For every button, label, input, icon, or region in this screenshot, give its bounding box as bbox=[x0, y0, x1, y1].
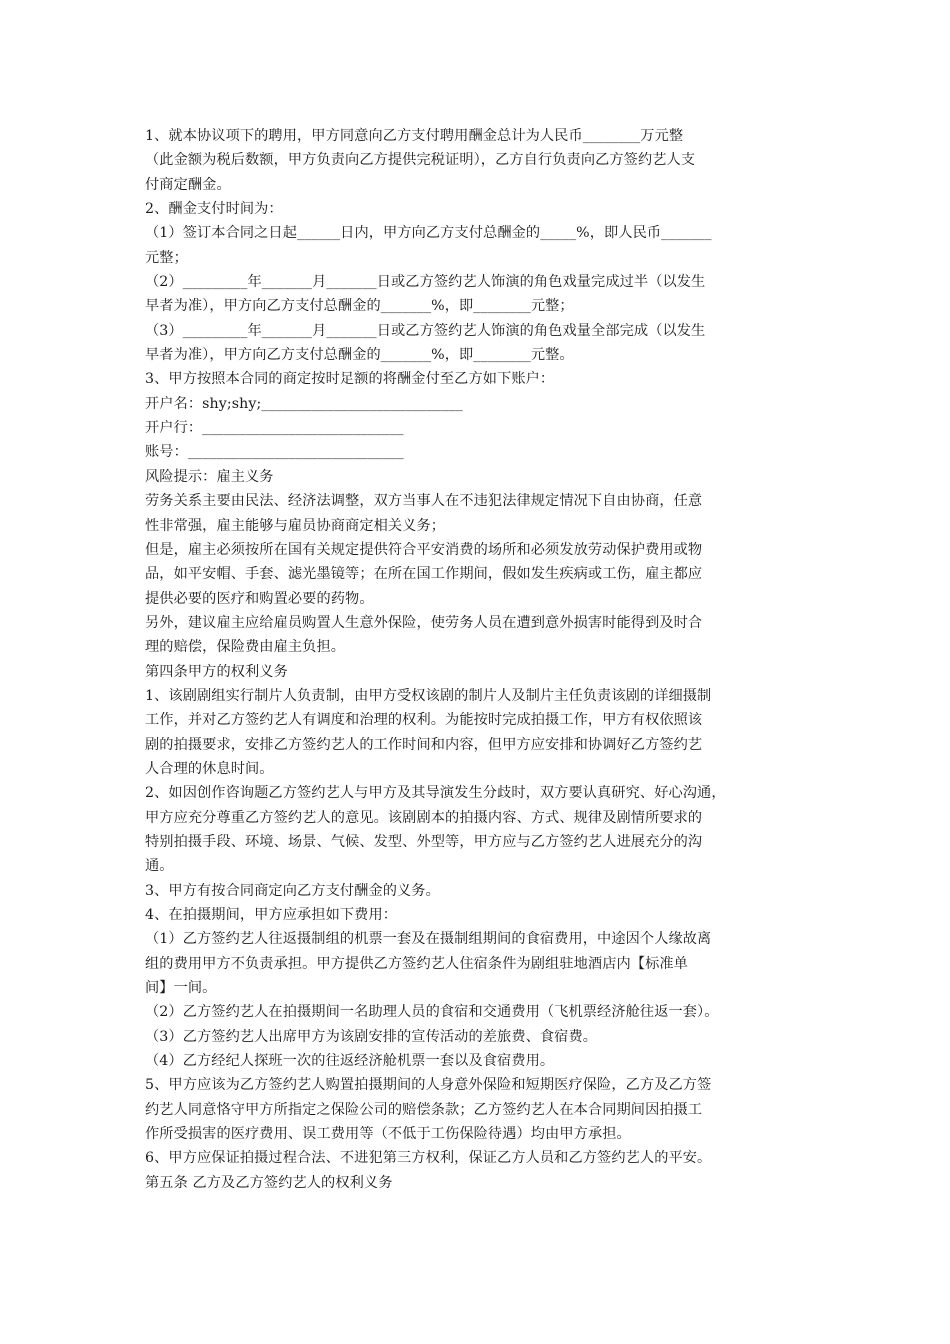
article-five-heading: 第五条 乙方及乙方签约艺人的权利义务 bbox=[145, 1174, 393, 1191]
text-line: 付商定酬金。 bbox=[145, 176, 231, 193]
text-line: （3）乙方签约艺人出席甲方为该剧安排的宣传活动的差旅费、食宿费。 bbox=[145, 1028, 598, 1045]
text-line: 6、甲方应保证拍摄过程合法、不进犯第三方权利，保证乙方人员和乙方签约艺人的平安。 bbox=[145, 1150, 712, 1167]
text-line: （1）签订本合同之日起______日内，甲方向乙方支付总酬金的_____%，即人民币_______ bbox=[145, 225, 712, 242]
document-body bbox=[145, 124, 815, 1195]
text-line: 人合理的休息时间。 bbox=[145, 760, 274, 777]
text-line: 但是，雇主必须按所在国有关规定提供符合平安消费的场所和必须发放劳动保护费用或物 bbox=[145, 541, 703, 558]
text-line: 元整； bbox=[145, 249, 188, 266]
text-line: 2、如因创作咨询题乙方签约艺人与甲方及其导演发生分歧时，双方要认真研究、好心沟通， bbox=[145, 785, 726, 802]
text-line: 约艺人同意恪守甲方所指定之保险公司的赔偿条款；乙方签约艺人在本合同期间因拍摄工 bbox=[145, 1101, 703, 1118]
text-line: 作所受损害的医疗费用、误工费用等（不低于工伤保险待遇）均由甲方承担。 bbox=[145, 1126, 631, 1143]
text-line: 甲方应充分尊重乙方签约艺人的意见。该剧剧本的拍摄内容、方式、规律及剧情所要求的 bbox=[145, 809, 703, 826]
text-line: （此金额为税后数额，甲方负责向乙方提供完税证明），乙方自行负责向乙方签约艺人支 bbox=[145, 152, 696, 169]
risk-heading: 风险提示：雇主义务 bbox=[145, 468, 274, 485]
text-line: 剧的拍摄要求，安排乙方签约艺人的工作时间和内容，但甲方应安排和协调好乙方签约艺 bbox=[145, 736, 703, 753]
bank-line: 开户行：____________________________ bbox=[145, 420, 404, 437]
text-line: 品，如平安帽、手套、滤光墨镜等；在所在国工作期间，假如发生疾病或工伤，雇主都应 bbox=[145, 566, 703, 583]
text-line: 提供必要的医疗和购置必要的药物。 bbox=[145, 590, 374, 607]
text-line: 组的费用甲方不负责承担。甲方提供乙方签约艺人住宿条件为剧组驻地酒店内【标准单 bbox=[145, 955, 688, 972]
text-line: （4）乙方经纪人探班一次的往返经济舱机票一套以及食宿费用。 bbox=[145, 1053, 555, 1070]
text-line: 性非常强，雇主能够与雇员协商商定相关义务； bbox=[145, 517, 446, 534]
text-line: 劳务关系主要由民法、经济法调整，双方当事人在不违犯法律规定情况下自由协商，任意 bbox=[145, 493, 703, 510]
text-line: 特别拍摄手段、环境、场景、气候、发型、外型等，甲方应与乙方签约艺人进展充分的沟 bbox=[145, 833, 703, 850]
text-line: 5、甲方应该为乙方签约艺人购置拍摄期间的人身意外保险和短期医疗保险，乙方及乙方签 bbox=[145, 1077, 712, 1094]
text-line: 3、甲方有按合同商定向乙方支付酬金的义务。 bbox=[145, 882, 440, 899]
text-line: 间】一间。 bbox=[145, 980, 217, 997]
text-line: （1）乙方签约艺人往返摄制组的机票一套及在摄制组期间的食宿费用，中途因个人缘故离 bbox=[145, 931, 712, 948]
text-line: （2）乙方签约艺人在拍摄期间一名助理人员的食宿和交通费用（飞机票经济舱往返一套）。 bbox=[145, 1004, 719, 1021]
text-line: 3、甲方按照本合同的商定按时足额的将酬金付至乙方如下账户： bbox=[145, 371, 555, 388]
text-line: 1、该剧剧组实行制片人负责制，由甲方受权该剧的制片人及制片主任负责该剧的详细摄制 bbox=[145, 687, 712, 704]
text-line: 4、在拍摄期间，甲方应承担如下费用： bbox=[145, 907, 398, 923]
text-line: （3）_________年_______月_______日或乙方签约艺人饰演的角色戏量全部完成（以发生 bbox=[145, 322, 706, 339]
text-line: 早者为准），甲方向乙方支付总酬金的_______%，即________元整； bbox=[145, 298, 574, 315]
text-line: 工作，并对乙方签约艺人有调度和治理的权利。为能按时完成拍摄工作，甲方有权依照该 bbox=[145, 712, 703, 729]
text-line: 理的赔偿，保险费由雇主负担。 bbox=[145, 639, 346, 656]
text-line: 早者为准），甲方向乙方支付总酬金的_______%，即________元整。 bbox=[145, 347, 574, 364]
text-line: 2、酬金支付时间为： bbox=[145, 201, 283, 218]
text-line: 通。 bbox=[145, 858, 174, 875]
account-number-line: 账号：______________________________ bbox=[145, 444, 404, 461]
text-line: 另外，建议雇主应给雇员购置人生意外保险，使劳务人员在遭到意外损害时能得到及时合 bbox=[145, 614, 703, 631]
text-line: （2）_________年_______月_______日或乙方签约艺人饰演的角色戏量完成过半（以发生 bbox=[145, 274, 706, 291]
account-name-line: 开户名：shy;shy;____________________________ bbox=[145, 395, 463, 412]
text-line: 1、就本协议项下的聘用，甲方同意向乙方支付聘用酬金总计为人民币________万元整 bbox=[145, 128, 684, 144]
article-four-heading: 第四条甲方的权利义务 bbox=[145, 663, 288, 680]
